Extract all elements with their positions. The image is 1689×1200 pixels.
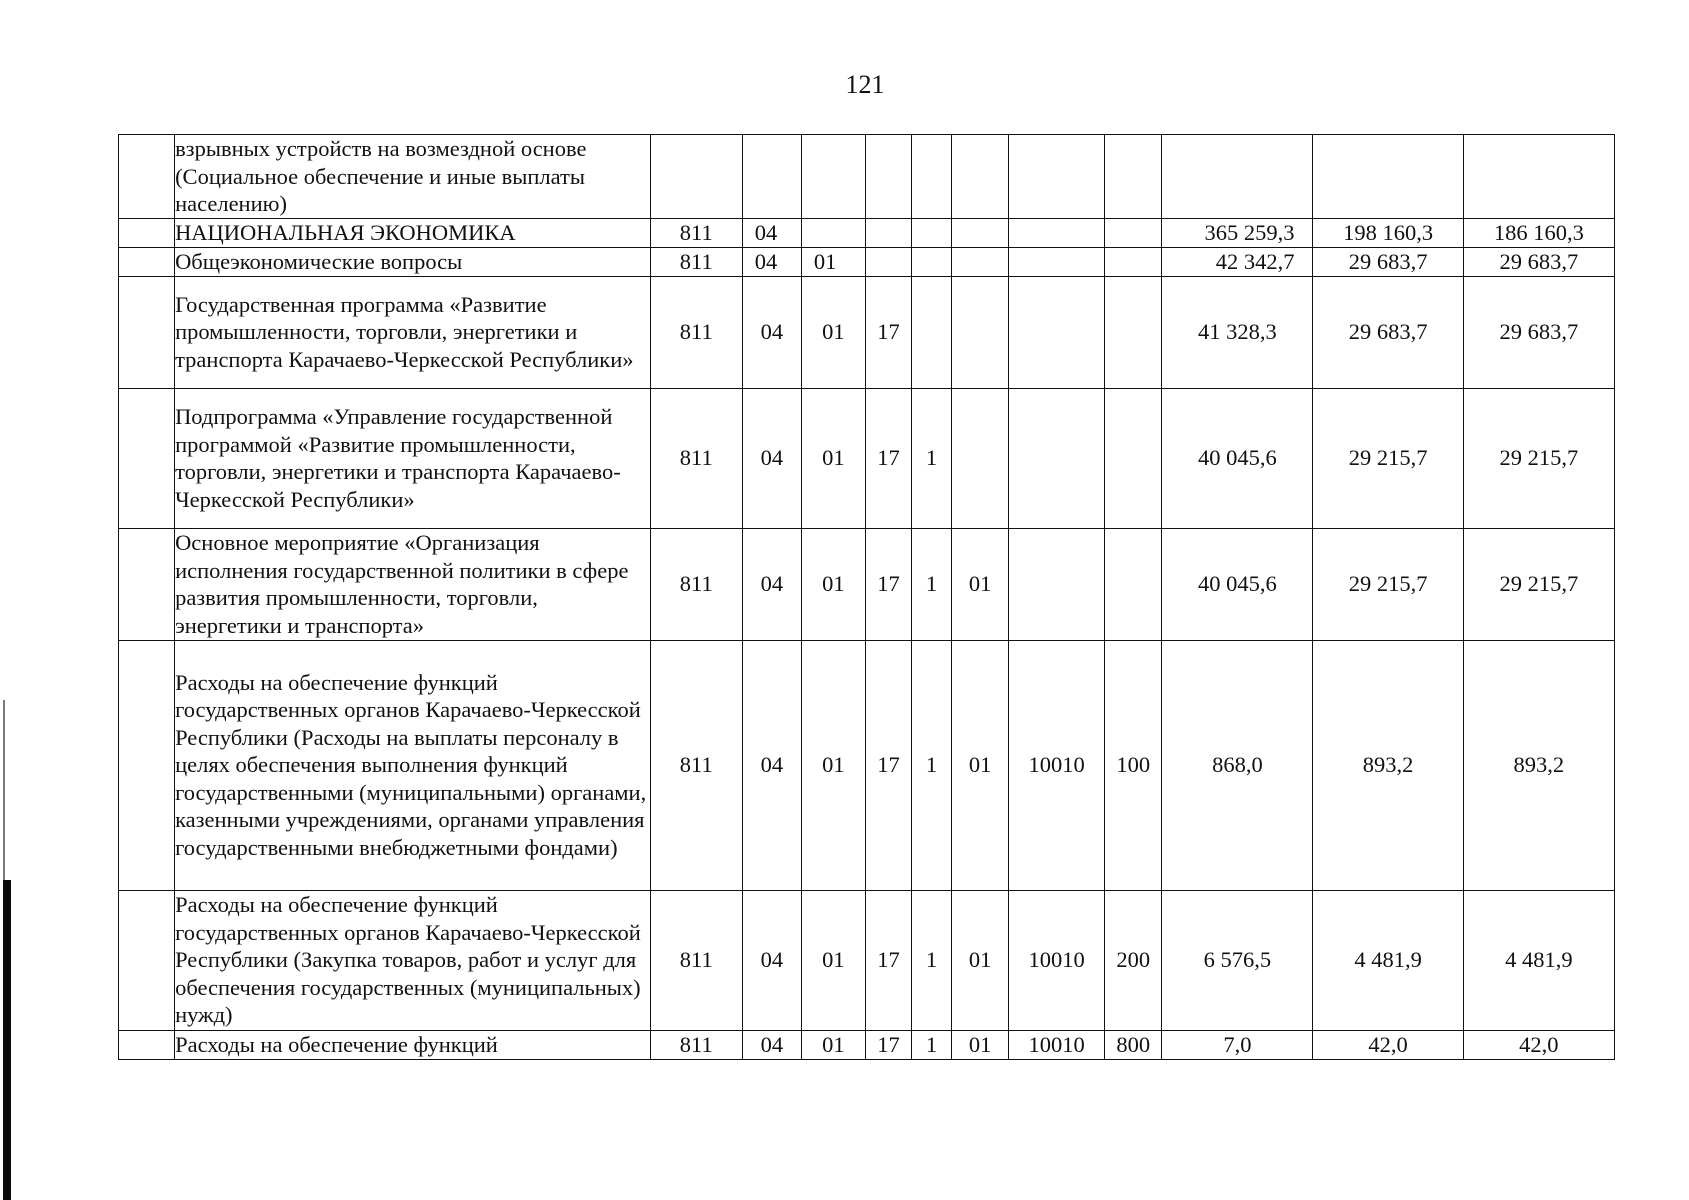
subprogram-code (912, 276, 952, 388)
amount-year-2: 4 481,9 (1313, 890, 1463, 1030)
expense-name: Расходы на обеспечение функций (175, 1030, 651, 1059)
expense-type-code (1105, 528, 1162, 640)
ministry-code: 811 (650, 640, 742, 890)
row-index-cell (119, 276, 175, 388)
direction-code (1009, 528, 1105, 640)
activity-code (952, 247, 1009, 276)
section-code: 04 (742, 640, 801, 890)
direction-code (1009, 218, 1105, 247)
expense-name: Расходы на обеспечение функций государственных органов Карачаево-Черкесской Республики (Расходы на выплаты персоналу в целях обеспечения выполнения функций государственными (муниципальными) органами, казенными учреждениями, органами управления государственными внебюджетными фондами) (175, 640, 651, 890)
ministry-code: 811 (650, 276, 742, 388)
expense-type-code: 200 (1105, 890, 1162, 1030)
activity-code (952, 276, 1009, 388)
amount-year-3 (1463, 135, 1614, 219)
subprogram-code: 1 (912, 388, 952, 528)
direction-code: 10010 (1009, 1030, 1105, 1059)
activity-code: 01 (952, 528, 1009, 640)
expense-type-code (1105, 276, 1162, 388)
section-code: 04 (742, 276, 801, 388)
table-row (119, 890, 1615, 1030)
expense-type-code: 100 (1105, 640, 1162, 890)
activity-code: 01 (952, 1030, 1009, 1059)
expense-name: Основное мероприятие «Организация исполнения государственной политики в сфере развития промышленности, торговли, энергетики и транспорта» (175, 528, 651, 640)
ministry-code: 811 (650, 218, 742, 247)
subsection-code: 01 (801, 388, 865, 528)
amount-year-1: 6 576,5 (1162, 890, 1313, 1030)
activity-code (952, 218, 1009, 247)
amount-year-1: 40 045,6 (1162, 388, 1313, 528)
subprogram-code: 1 (912, 890, 952, 1030)
expense-type-code: 800 (1105, 1030, 1162, 1059)
direction-code: 10010 (1009, 890, 1105, 1030)
direction-code (1009, 276, 1105, 388)
activity-code: 01 (952, 640, 1009, 890)
section-code: 04 (742, 528, 801, 640)
amount-year-1: 365 259,3 (1162, 218, 1313, 247)
section-code (742, 135, 801, 219)
amount-year-2: 29 683,7 (1313, 276, 1463, 388)
program-code: 17 (865, 388, 911, 528)
table-row (119, 135, 1615, 219)
amount-year-1 (1162, 135, 1313, 219)
ministry-code: 811 (650, 247, 742, 276)
program-code (865, 218, 911, 247)
subsection-code: 01 (801, 890, 865, 1030)
section-code: 04 (742, 1030, 801, 1059)
expense-type-code (1105, 247, 1162, 276)
page-number: 121 (845, 70, 885, 99)
subprogram-code: 1 (912, 640, 952, 890)
table-row (119, 388, 1615, 528)
amount-year-2: 29 683,7 (1313, 247, 1463, 276)
row-index-cell (119, 640, 175, 890)
subsection-code: 01 (801, 640, 865, 890)
amount-year-1: 868,0 (1162, 640, 1313, 890)
table-row (119, 276, 1615, 388)
program-code: 17 (865, 1030, 911, 1059)
section-code: 04 (742, 218, 801, 247)
expense-name: Расходы на обеспечение функций государственных органов Карачаево-Черкесской Республики (Закупка товаров, работ и услуг для обеспечения государственных (муниципальных) нужд) (175, 890, 651, 1030)
activity-code (952, 135, 1009, 219)
table-row (119, 247, 1615, 276)
direction-code (1009, 135, 1105, 219)
subprogram-code (912, 135, 952, 219)
subprogram-code (912, 218, 952, 247)
row-index-cell (119, 388, 175, 528)
table-row (119, 218, 1615, 247)
expense-name: Подпрограмма «Управление государственной программой «Развитие промышленности, торговли, энергетики и транспорта Карачаево-Черкесской Республики» (175, 388, 651, 528)
amount-year-2: 29 215,7 (1313, 528, 1463, 640)
row-index-cell (119, 135, 175, 219)
ministry-code: 811 (650, 528, 742, 640)
subsection-code (801, 218, 865, 247)
subsection-code: 01 (801, 276, 865, 388)
ministry-code (650, 135, 742, 219)
program-code (865, 135, 911, 219)
table-row (119, 640, 1615, 890)
amount-year-2: 198 160,3 (1313, 218, 1463, 247)
expense-type-code (1105, 388, 1162, 528)
program-code: 17 (865, 640, 911, 890)
amount-year-1: 42 342,7 (1162, 247, 1313, 276)
expense-name: Общеэкономические вопросы (175, 247, 651, 276)
amount-year-3: 893,2 (1463, 640, 1614, 890)
expense-type-code (1105, 135, 1162, 219)
subprogram-code: 1 (912, 1030, 952, 1059)
expense-name: НАЦИОНАЛЬНАЯ ЭКОНОМИКА (175, 218, 651, 247)
subsection-code (801, 135, 865, 219)
direction-code (1009, 388, 1105, 528)
program-code: 17 (865, 890, 911, 1030)
amount-year-2: 42,0 (1313, 1030, 1463, 1059)
section-code: 04 (742, 247, 801, 276)
amount-year-2 (1313, 135, 1463, 219)
amount-year-1: 7,0 (1162, 1030, 1313, 1059)
section-code: 04 (742, 388, 801, 528)
ministry-code: 811 (650, 890, 742, 1030)
amount-year-1: 41 328,3 (1162, 276, 1313, 388)
amount-year-3: 29 683,7 (1463, 276, 1614, 388)
amount-year-3: 4 481,9 (1463, 890, 1614, 1030)
table-row (119, 1030, 1615, 1059)
activity-code (952, 388, 1009, 528)
program-code: 17 (865, 276, 911, 388)
expense-name: Государственная программа «Развитие промышленности, торговли, энергетики и транспорта Карачаево-Черкесской Республики» (175, 276, 651, 388)
ministry-code: 811 (650, 1030, 742, 1059)
row-index-cell (119, 1030, 175, 1059)
row-index-cell (119, 247, 175, 276)
subprogram-code: 1 (912, 528, 952, 640)
scan-edge-bar (3, 880, 11, 1200)
amount-year-1: 40 045,6 (1162, 528, 1313, 640)
direction-code (1009, 247, 1105, 276)
amount-year-3: 29 215,7 (1463, 388, 1614, 528)
program-code (865, 247, 911, 276)
row-index-cell (119, 528, 175, 640)
direction-code: 10010 (1009, 640, 1105, 890)
budget-table (118, 134, 1615, 1060)
amount-year-3: 29 683,7 (1463, 247, 1614, 276)
scan-edge-mark (3, 700, 5, 880)
subsection-code: 01 (801, 528, 865, 640)
subsection-code: 01 (801, 1030, 865, 1059)
amount-year-3: 42,0 (1463, 1030, 1614, 1059)
amount-year-2: 29 215,7 (1313, 388, 1463, 528)
table-row (119, 528, 1615, 640)
row-index-cell (119, 890, 175, 1030)
subprogram-code (912, 247, 952, 276)
amount-year-3: 29 215,7 (1463, 528, 1614, 640)
amount-year-2: 893,2 (1313, 640, 1463, 890)
amount-year-3: 186 160,3 (1463, 218, 1614, 247)
expense-name: взрывных устройств на возмездной основе (Социальное обеспечение и иные выплаты населению) (175, 135, 651, 219)
expense-type-code (1105, 218, 1162, 247)
program-code: 17 (865, 528, 911, 640)
section-code: 04 (742, 890, 801, 1030)
activity-code: 01 (952, 890, 1009, 1030)
row-index-cell (119, 218, 175, 247)
subsection-code: 01 (801, 247, 865, 276)
ministry-code: 811 (650, 388, 742, 528)
